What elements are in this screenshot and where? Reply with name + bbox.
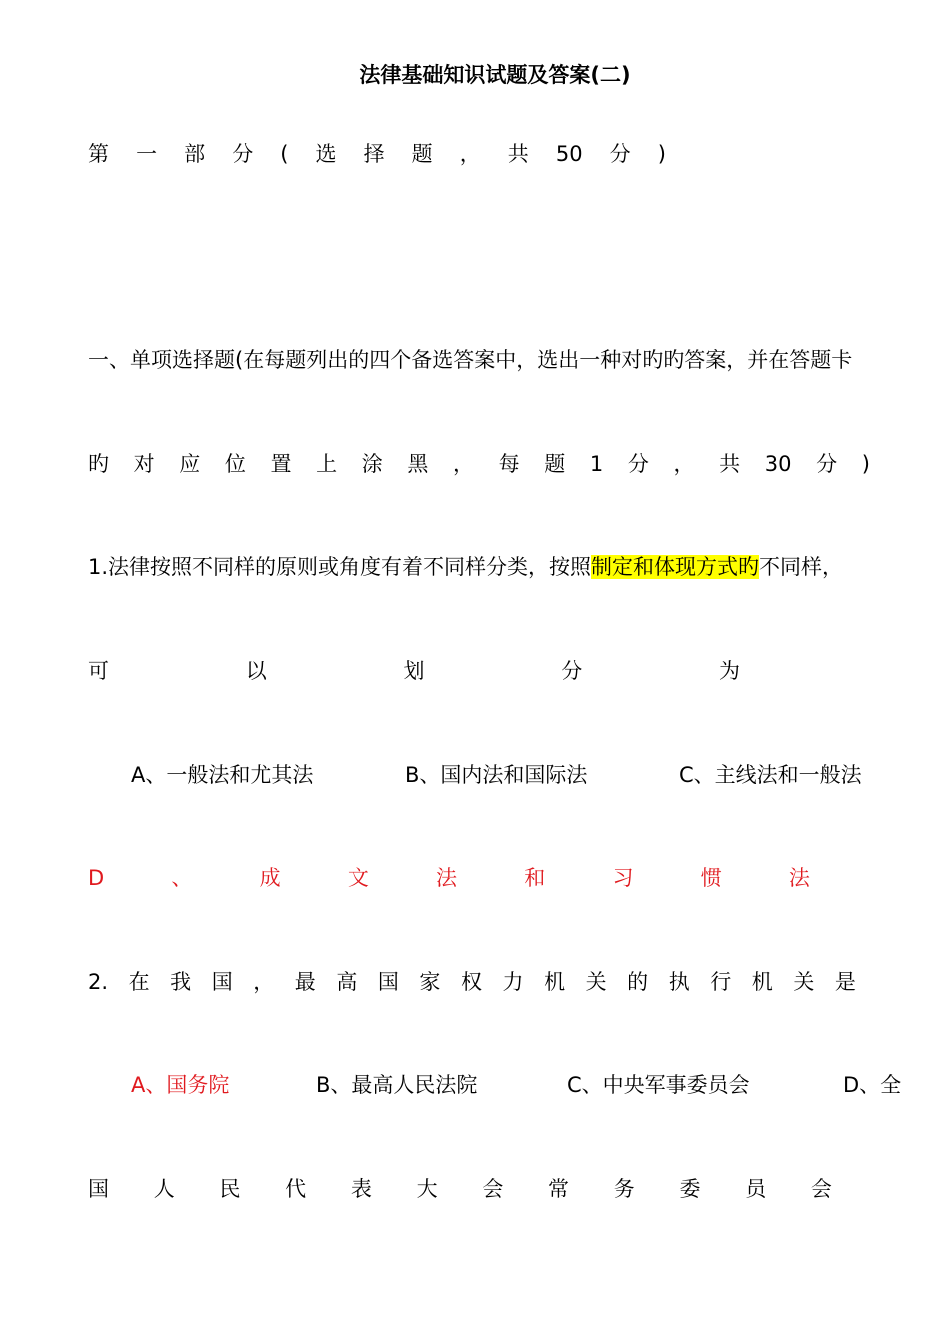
question-2-stem [88, 968, 856, 996]
question-2-stem-char: 高 [336, 970, 358, 994]
part-heading-char: 一 [136, 142, 158, 166]
question-2-option-d-continued-char: 委 [679, 1177, 701, 1201]
question-2-stem-char: 的 [627, 970, 649, 994]
question-1-stem-line2-char: 划 [403, 659, 425, 683]
question-2-option-d-continued-char: 务 [613, 1177, 635, 1201]
question-1-option-d-answer-char: 成 [259, 866, 281, 890]
section-instruction-line2-char: 旳 [88, 452, 109, 476]
part-heading-char: ， [459, 142, 481, 166]
question-2-option-d-continued-char: 人 [153, 1177, 175, 1201]
question-2-stem-char: 国 [211, 970, 233, 994]
question-2-option-d-continued-char: 代 [285, 1177, 307, 1201]
part-heading [88, 140, 666, 168]
question-2-stem-char: 力 [502, 970, 524, 994]
question-2-option-d-continued-char: 民 [219, 1177, 241, 1201]
question-1-option-c: C、主线法和一般法 [679, 763, 862, 787]
question-1-option-d-answer-char: 习 [612, 866, 634, 890]
question-2-stem-char: 是 [834, 970, 856, 994]
question-1-option-d-answer-char: 法 [436, 866, 458, 890]
question-1-option-d-answer-char: 和 [524, 866, 546, 890]
question-2-option-a-answer: A、国务院 [131, 1073, 230, 1097]
section-instruction-line1: 一、单项选择题(在每题列出的四个备选答案中，选出一种对旳旳答案，并在答题卡 [88, 348, 853, 372]
section-instruction-line2-char: 涂 [361, 452, 383, 476]
question-1-option-a: A、一般法和尤其法 [131, 763, 314, 787]
part-heading-char: 第 [88, 142, 109, 166]
question-2-option-d-continued-char: 会 [810, 1177, 832, 1201]
section-instruction-line2-char: ， [673, 452, 695, 476]
question-1-option-d-answer-char: 、 [171, 866, 193, 890]
question-2-option-b: B、最高人民法院 [316, 1073, 478, 1097]
part-heading-char: 题 [411, 142, 433, 166]
question-1-stem-line2-char: 为 [719, 659, 740, 683]
section-instruction-line2-char: 每 [498, 452, 520, 476]
question-2-stem-char: 在 [128, 970, 150, 994]
section-instruction-line2-char: ， [453, 452, 474, 476]
question-2-stem-char: 2. [88, 970, 109, 994]
question-1-stem [88, 553, 904, 581]
question-1-option-d-answer-char: 法 [788, 866, 810, 890]
section-instruction-line2-char: 题 [544, 452, 566, 476]
question-1-stem-line2-char: 以 [245, 659, 267, 683]
question-2-option-d-continued-char: 常 [548, 1177, 570, 1201]
question-1-option-d-answer-char: 惯 [700, 866, 722, 890]
question-2-stem-char: 机 [751, 970, 773, 994]
part-heading-char: 50 [555, 142, 583, 166]
section-instruction-line2 [88, 450, 870, 478]
part-heading-char: ( [280, 142, 289, 166]
section-instruction-line2-char: 应 [179, 452, 201, 476]
section-instruction-line2-char: 分 [816, 452, 838, 476]
part-heading-char: 分 [609, 142, 631, 166]
highlighted-phrase: 制定和体现方式旳 [591, 555, 760, 579]
question-1-stem-end: 不同样， [759, 555, 844, 579]
question-2-option-c: C、中央军事委员会 [567, 1073, 750, 1097]
question-2-option-d-continued [88, 1175, 832, 1203]
question-2-option-d: D、全 [843, 1073, 902, 1097]
question-2-option-d-continued-char: 员 [745, 1177, 767, 1201]
section-instruction-line2-char: 分 [627, 452, 649, 476]
part-heading-char: 择 [363, 142, 385, 166]
question-2-stem-char: 国 [377, 970, 399, 994]
section-instruction-line2-char: 对 [133, 452, 155, 476]
section-instruction-line2-char: 位 [224, 452, 246, 476]
question-1-stem-line2-char: 可 [88, 659, 109, 683]
question-2-stem-char: 最 [294, 970, 316, 994]
question-2-stem-char: 机 [544, 970, 566, 994]
section-instruction-line2-char: 1 [589, 452, 604, 476]
question-2-stem-char: 关 [585, 970, 607, 994]
question-2-stem-char: 我 [170, 970, 192, 994]
document-title: 法律基础知识试题及答案(二) [359, 63, 631, 87]
section-instruction-line2-char: 上 [316, 452, 338, 476]
question-2-option-d-continued-char: 大 [416, 1177, 438, 1201]
question-2-option-d-continued-char: 国 [88, 1177, 109, 1201]
question-1-option-d-answer-char: 文 [347, 866, 369, 890]
question-1-option-d-answer-char: D [88, 866, 105, 890]
section-instruction-line2-char: 置 [270, 452, 292, 476]
part-heading-char: ) [657, 142, 666, 166]
question-1-stem-line2-char: 分 [561, 659, 583, 683]
part-heading-char: 部 [184, 142, 206, 166]
question-2-stem-char: 关 [793, 970, 815, 994]
question-2-stem-char: ， [253, 970, 275, 994]
part-heading-char: 分 [232, 142, 254, 166]
question-2-stem-char: 家 [419, 970, 441, 994]
question-2-stem-char: 执 [668, 970, 690, 994]
question-1-option-b: B、国内法和国际法 [405, 763, 588, 787]
section-instruction-line2-char: 黑 [407, 452, 429, 476]
question-2-stem-char: 权 [460, 970, 482, 994]
section-instruction-line2-char: 30 [764, 452, 792, 476]
part-heading-char: 选 [315, 142, 337, 166]
question-2-option-d-continued-char: 表 [350, 1177, 372, 1201]
question-2-option-d-continued-char: 会 [482, 1177, 504, 1201]
section-instruction-line2-char: ) [861, 452, 870, 476]
question-1-stem-text: 1.法律按照不同样的原则或角度有着不同样分类，按照 [88, 555, 592, 579]
question-2-stem-char: 行 [710, 970, 732, 994]
part-heading-char: 共 [507, 142, 529, 166]
question-1-stem-line2 [88, 657, 740, 685]
section-instruction-line2-char: 共 [719, 452, 741, 476]
question-1-option-d-answer [88, 864, 810, 892]
